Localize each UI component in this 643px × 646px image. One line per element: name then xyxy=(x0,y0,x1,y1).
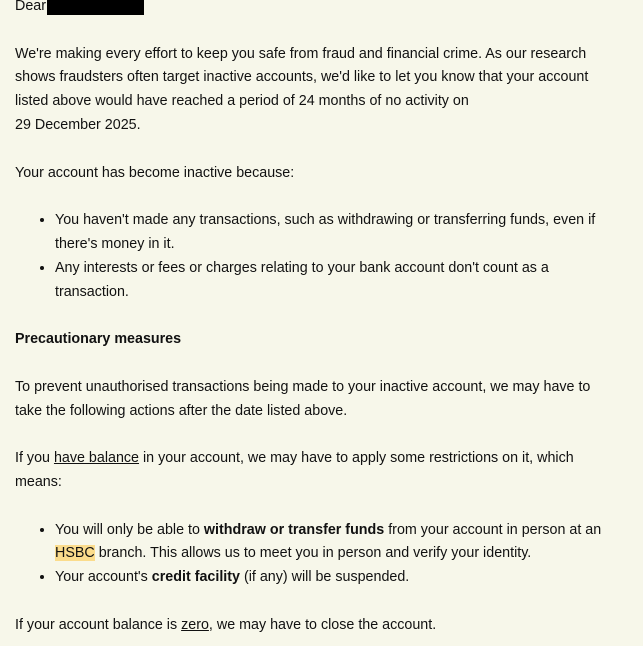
salutation-line xyxy=(15,0,605,19)
restriction-1-prefix: You will only be able to xyxy=(55,521,204,538)
list-item: • Any interests or fees or charges relating to your bank account don't count as a transaction. xyxy=(55,257,605,305)
zero-prefix: If your account balance is xyxy=(15,616,182,633)
restriction-1-suffix: branch. This allows us to meet you in person and verify your identity. xyxy=(94,545,532,562)
balance-suffix: in your account, we may have to apply some restrictions on it, which means: xyxy=(15,450,574,490)
email-body xyxy=(15,0,605,638)
zero-balance-paragraph xyxy=(15,614,605,638)
restrictions-list xyxy=(15,519,605,590)
zero-link[interactable]: zero xyxy=(181,616,209,633)
intro-line-4: 29 December 2025. xyxy=(15,116,141,133)
hsbc-highlight: HSBC xyxy=(55,545,95,562)
restriction-1-bold: withdraw or transfer funds xyxy=(203,521,385,538)
balance-paragraph xyxy=(15,447,605,495)
balance-prefix: If you xyxy=(15,450,54,467)
intro-line-1: We're making every effort to keep you safe from fraud and financial crime. As our research xyxy=(15,45,587,62)
restriction-1-middle: from your account in person at an xyxy=(384,521,602,538)
list-item: • You haven't made any transactions, such as withdrawing or transferring funds, even if there's money in it. xyxy=(55,209,605,257)
precaution-paragraph: To prevent unauthorised transactions being made to your inactive account, we may have to take the following actions after the date listed above. xyxy=(15,378,591,419)
precaution-heading: Precautionary measures xyxy=(15,331,182,348)
have-balance-link[interactable]: have balance xyxy=(53,450,140,467)
intro-line-3: listed above would have reached a period of 24 months of no activity on xyxy=(15,93,469,110)
list-item xyxy=(55,566,605,590)
salutation: Dear xyxy=(15,0,46,14)
intro-paragraph xyxy=(15,43,605,138)
restriction-2-bold: credit facility xyxy=(151,569,240,586)
list-item xyxy=(55,519,605,567)
restriction-2-suffix: (if any) will be suspended. xyxy=(240,569,410,586)
intro-line-2: shows fraudsters often target inactive accounts, we'd like to let you know that your account xyxy=(15,69,589,86)
inactive-reason-heading: Your account has become inactive because: xyxy=(15,164,295,181)
redacted-name xyxy=(47,0,144,15)
restriction-2-prefix: Your account's xyxy=(55,569,152,586)
inactive-reasons-list xyxy=(15,209,605,304)
zero-suffix: , we may have to close the account. xyxy=(208,616,437,633)
